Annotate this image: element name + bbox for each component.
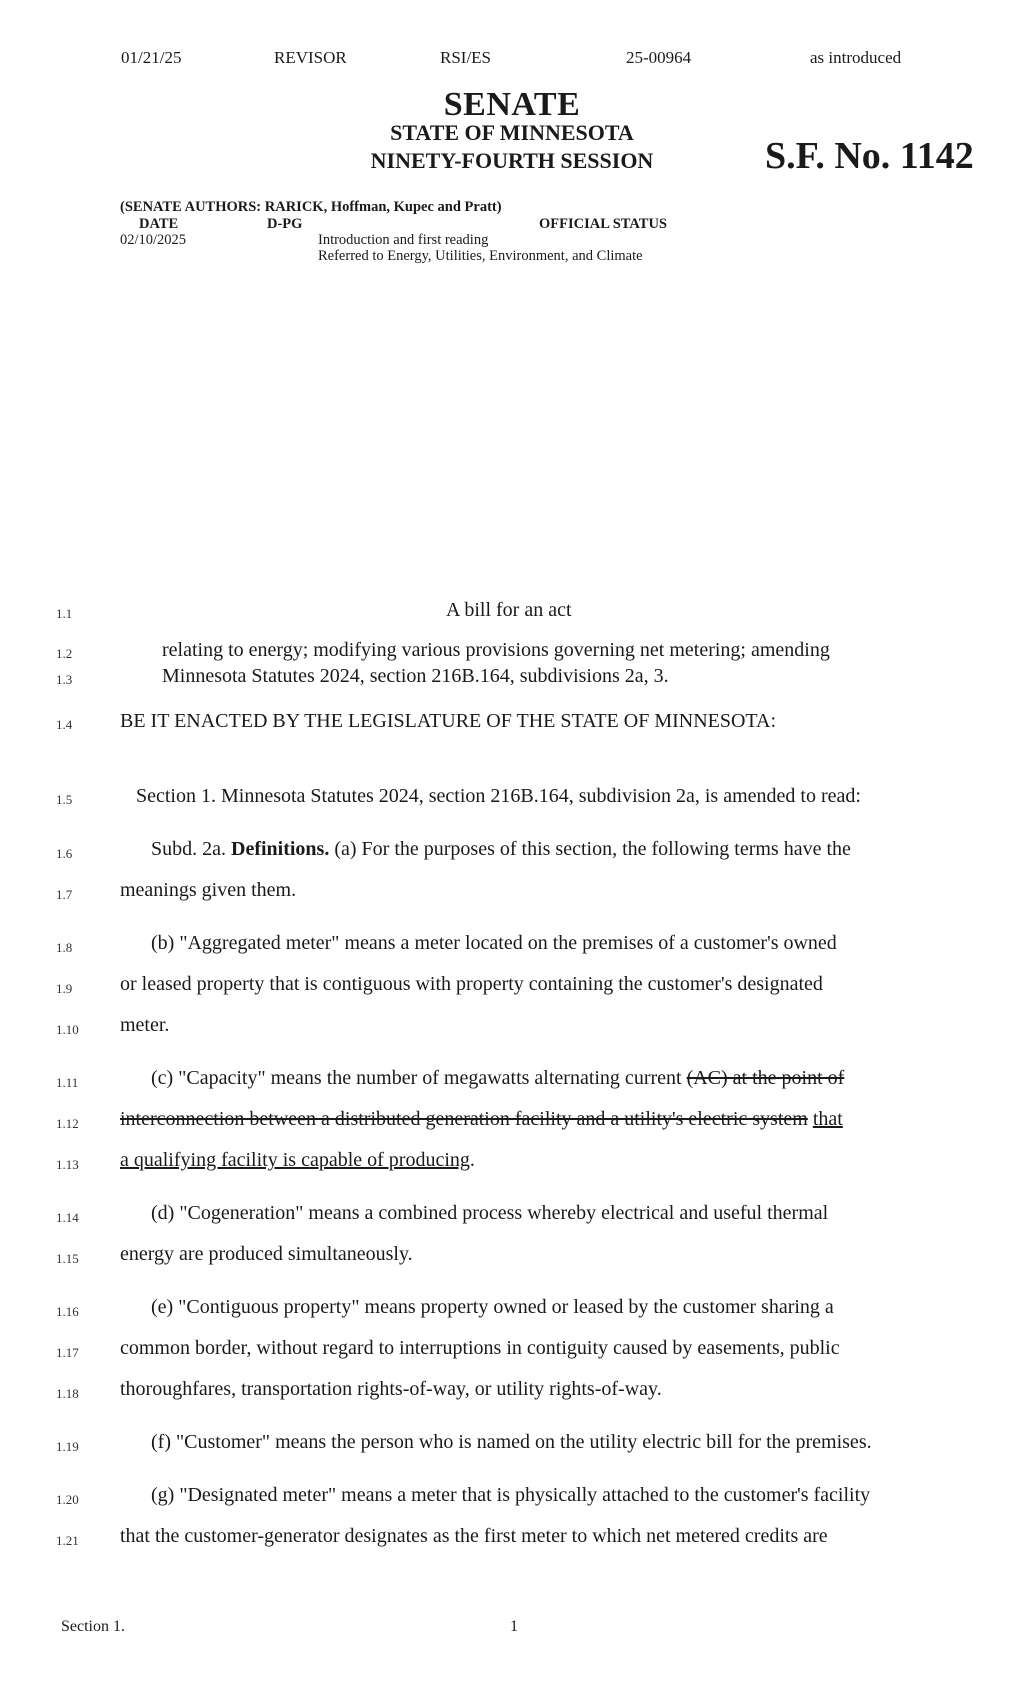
body-line bbox=[151, 1067, 844, 1090]
status-col-dpg: D-PG bbox=[267, 216, 303, 232]
body-text: (c) "Capacity" means the number of megawatts alternating current bbox=[151, 1067, 687, 1089]
body-line: common border, without regard to interruptions in contiguity caused by easements, public bbox=[120, 1337, 840, 1359]
line-number: 1.5 bbox=[56, 792, 73, 807]
line-number: 1.8 bbox=[56, 940, 73, 955]
body-line: (g) "Designated meter" means a meter that is physically attached to the customer's facility bbox=[151, 1484, 871, 1506]
enacting-clause: BE IT ENACTED BY THE LEGISLATURE OF THE STATE OF MINNESOTA: bbox=[120, 710, 777, 732]
body-line: (e) "Contiguous property" means property owned or leased by the customer sharing a bbox=[151, 1296, 834, 1318]
senate-authors: (SENATE AUTHORS: RARICK, Hoffman, Kupec and Pratt) bbox=[120, 199, 502, 215]
deleted-text: (AC) at the point of bbox=[686, 1067, 845, 1089]
header-version: as introduced bbox=[810, 48, 902, 67]
body-line: energy are produced simultaneously. bbox=[120, 1243, 413, 1265]
line-number: 1.4 bbox=[56, 717, 73, 732]
chamber-title: SENATE bbox=[443, 86, 581, 123]
header-date: 01/21/25 bbox=[121, 48, 182, 67]
bill-number: S.F. No. 1142 bbox=[765, 135, 974, 177]
state-title: STATE OF MINNESOTA bbox=[390, 120, 634, 145]
footer-section: Section 1. bbox=[61, 1618, 125, 1635]
line-number: 1.9 bbox=[56, 981, 73, 996]
line-number: 1.1 bbox=[56, 606, 73, 621]
page-number: 1 bbox=[510, 1618, 518, 1635]
body-line: meanings given them. bbox=[120, 879, 297, 901]
body-text: . bbox=[469, 1149, 475, 1171]
status-entry-line2: Referred to Energy, Utilities, Environment, and Climate bbox=[318, 248, 643, 264]
body-line: (d) "Cogeneration" means a combined process whereby electrical and useful thermal bbox=[151, 1202, 829, 1224]
status-col-official: OFFICIAL STATUS bbox=[539, 216, 667, 232]
line-number: 1.6 bbox=[56, 846, 73, 861]
line-number: 1.12 bbox=[56, 1116, 79, 1131]
header-revisor: REVISOR bbox=[274, 48, 347, 67]
body-line: or leased property that is contiguous with property containing the customer's designated bbox=[120, 973, 823, 995]
inserted-text: a qualifying facility is capable of producing bbox=[120, 1149, 470, 1171]
body-line: meter. bbox=[120, 1014, 170, 1036]
line-number: 1.14 bbox=[56, 1210, 79, 1225]
body-line: (b) "Aggregated meter" means a meter located on the premises of a customer's owned bbox=[151, 932, 837, 954]
line-number: 1.21 bbox=[56, 1533, 79, 1548]
line-number: 1.15 bbox=[56, 1251, 79, 1266]
body-line bbox=[151, 838, 851, 861]
line-number: 1.20 bbox=[56, 1492, 79, 1507]
status-entry-line1: Introduction and first reading bbox=[318, 232, 489, 248]
line-number: 1.7 bbox=[56, 887, 73, 902]
section-heading: Section 1. Minnesota Statutes 2024, section 216B.164, subdivision 2a, is amended to read: bbox=[136, 785, 861, 807]
bill-title-line: relating to energy; modifying various provisions governing net metering; amending bbox=[162, 639, 830, 661]
session-title: NINETY-FOURTH SESSION bbox=[370, 148, 654, 173]
body-text: Subd. 2a. bbox=[151, 838, 231, 860]
body-line: thoroughfares, transportation rights-of-way, or utility rights-of-way. bbox=[120, 1378, 662, 1400]
body-line bbox=[120, 1108, 843, 1131]
line-number: 1.11 bbox=[56, 1075, 79, 1090]
body-line bbox=[120, 1149, 475, 1172]
bill-heading: A bill for an act bbox=[446, 599, 572, 621]
header-doc-number: 25-00964 bbox=[626, 48, 692, 67]
status-entry-date: 02/10/2025 bbox=[120, 232, 187, 248]
line-number: 1.17 bbox=[56, 1345, 79, 1360]
line-number: 1.16 bbox=[56, 1304, 79, 1319]
line-number: 1.10 bbox=[56, 1022, 79, 1037]
inserted-text: that bbox=[812, 1108, 843, 1130]
term-definitions: Definitions. bbox=[231, 838, 330, 860]
line-number: 1.3 bbox=[56, 672, 73, 687]
body-line: that the customer-generator designates as the first meter to which net metered credits are bbox=[120, 1525, 828, 1547]
bill-title-line: Minnesota Statutes 2024, section 216B.164, subdivisions 2a, 3. bbox=[162, 665, 669, 687]
header-initials: RSI/ES bbox=[440, 48, 492, 67]
line-number: 1.18 bbox=[56, 1386, 79, 1401]
body-text: (a) For the purposes of this section, the following terms have the bbox=[329, 838, 851, 860]
line-number: 1.2 bbox=[56, 646, 73, 661]
line-number: 1.19 bbox=[56, 1439, 79, 1454]
body-line: (f) "Customer" means the person who is named on the utility electric bill for the premises. bbox=[151, 1431, 872, 1453]
line-number: 1.13 bbox=[56, 1157, 79, 1172]
status-col-date: DATE bbox=[139, 216, 179, 232]
deleted-text: interconnection between a distributed generation facility and a utility's electric system bbox=[120, 1108, 808, 1130]
